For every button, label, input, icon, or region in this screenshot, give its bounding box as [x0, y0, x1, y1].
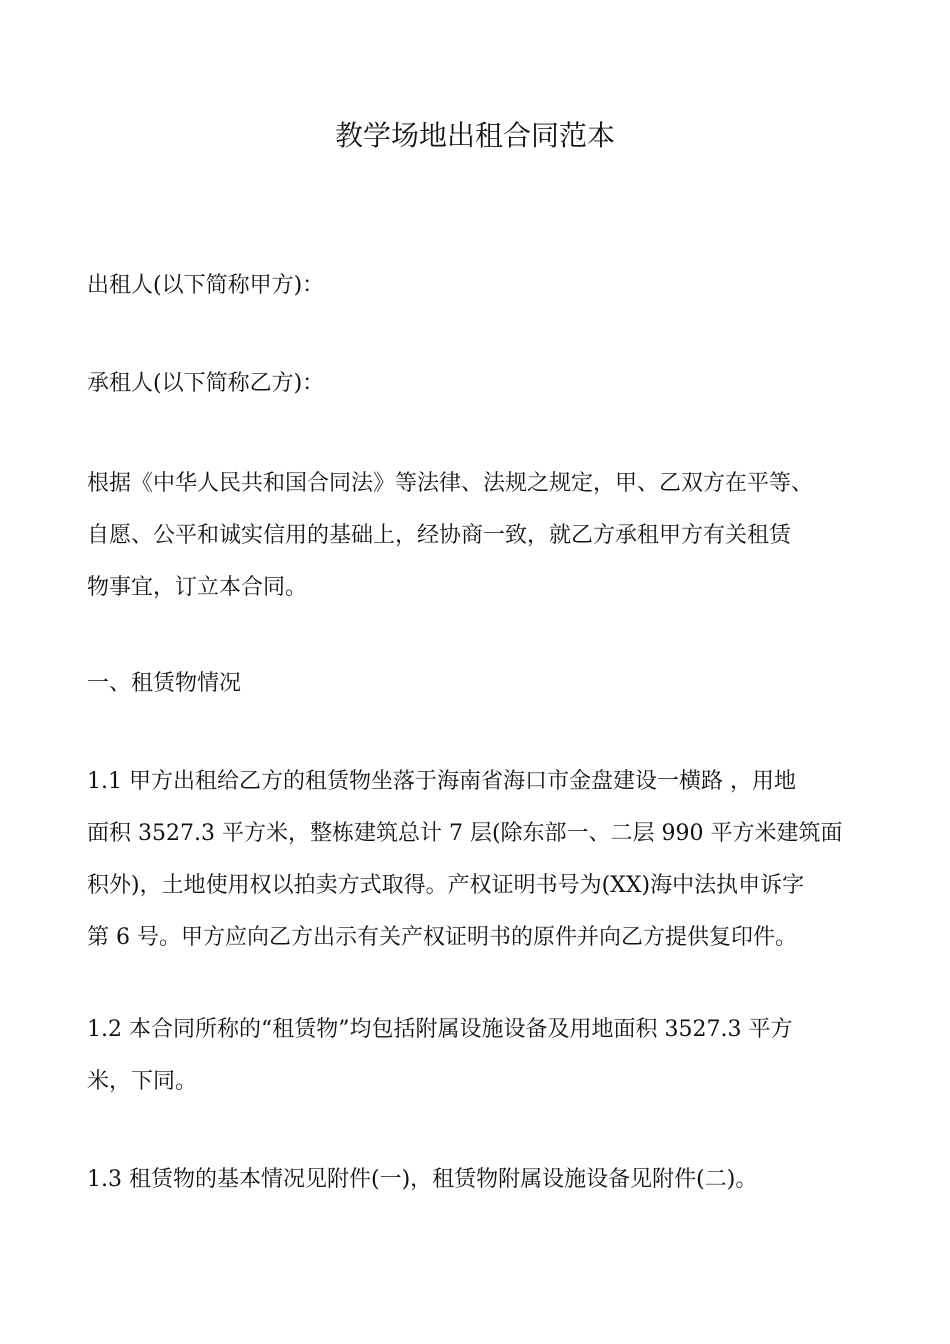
- section-heading: 一、租赁物情况: [87, 671, 242, 696]
- intro-paragraph: [87, 458, 887, 614]
- intro-line: 自愿、公平和诚实信用的基础上，经协商一致，就乙方承租甲方有关租赁: [87, 523, 792, 548]
- clause-line: 米，下同。: [87, 1069, 198, 1094]
- clause-line: 1.2 本合同所称的“租赁物”均包括附属设施设备及用地面积 3527.3 平方: [87, 1017, 793, 1042]
- clause-line: 1.1 甲方出租给乙方的租赁物坐落于海南省海口市金盘建设一横路 ，用地: [87, 769, 796, 794]
- clause-1-3: 1.3 租赁物的基本情况见附件(一)，租赁物附属设施设备见附件(二)。: [87, 1167, 758, 1192]
- clause-line: 第 6 号。甲方应向乙方出示有关产权证明书的原件并向乙方提供复印件。: [87, 925, 797, 950]
- clause-line: 面积 3527.3 平方米，整栋建筑总计 7 层(除东部一、二层 990 平方米建筑面: [87, 821, 843, 846]
- document-title: 教学场地出租合同范本: [334, 119, 615, 152]
- clause-line: 积外)，土地使用权以拍卖方式取得。产权证明书号为(XX)海中法执申诉字: [87, 873, 805, 898]
- clause-1-2: [87, 1004, 887, 1108]
- lessor-line: 出租人(以下简称甲方)：: [87, 273, 325, 298]
- lessee-line: 承租人(以下简称乙方)：: [87, 371, 325, 396]
- intro-line: 物事宜，订立本合同。: [87, 575, 308, 600]
- clause-1-1: [87, 756, 887, 964]
- intro-line: 根据《中华人民共和国合同法》等法律、法规之规定，甲、乙双方在平等、: [87, 471, 814, 496]
